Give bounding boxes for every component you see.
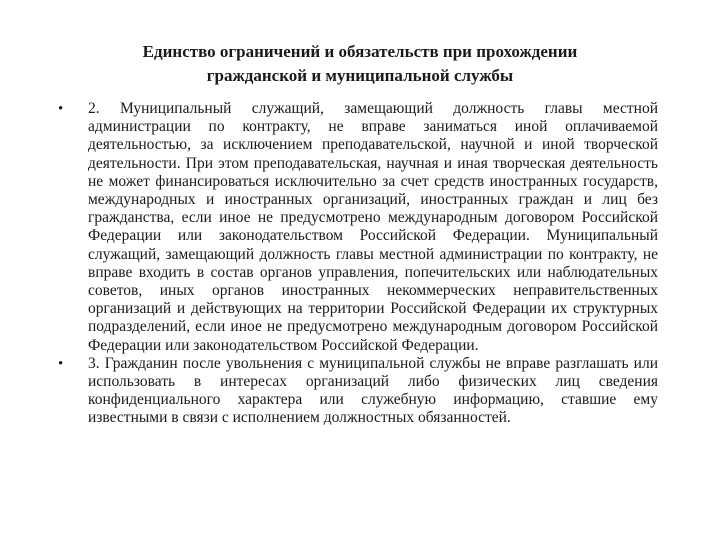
slide-title-line-1: Единство ограничений и обязательств при прохождении: [142, 42, 578, 61]
list-item-text: 2. Муниципальный служащий, замещающий должность главы местной администрации по контракту, не вправе заниматься иной оплачиваемой деятельностью, за исключением преподавательской, научной и иной творческой деятельности. При этом преподавательская, научная и иная творческая деятельность не может финансироваться исключительно за счет средств иностранных государств, международных и иностранных организаций, иностранных граждан и лиц без гражданства, если иное не предусмотрено международным договором Российской Федерации или законодательством Российской Федерации. Муниципальный служащий, замещающий должность главы местной администрации по контракту, не вправе входить в состав органов управления, попечительских или наблюдательных советов, иных органов иностранных некоммерческих неправительственных организаций и действующих на территории Российской Федерации их структурных подразделений, если иное не предусмотрено международным договором Российской Федерации или законодательством Российской Федерации.: [88, 100, 658, 354]
list-item: [58, 100, 658, 355]
bullet-list: [58, 100, 658, 428]
list-item-text: 3. Гражданин после увольнения с муниципальной службы не вправе разглашать или использовать в интересах организаций либо физических лиц сведения конфиденциального характера или служебную информацию, ставшие ему известными в связи с исполнением должностных обязанностей.: [88, 354, 658, 427]
slide-title-line-2: гражданской и муниципальной службы: [206, 66, 514, 85]
bullet-icon: •: [58, 101, 64, 117]
bullet-icon: •: [58, 355, 64, 372]
list-item: [58, 355, 658, 428]
slide-title: [70, 40, 650, 88]
